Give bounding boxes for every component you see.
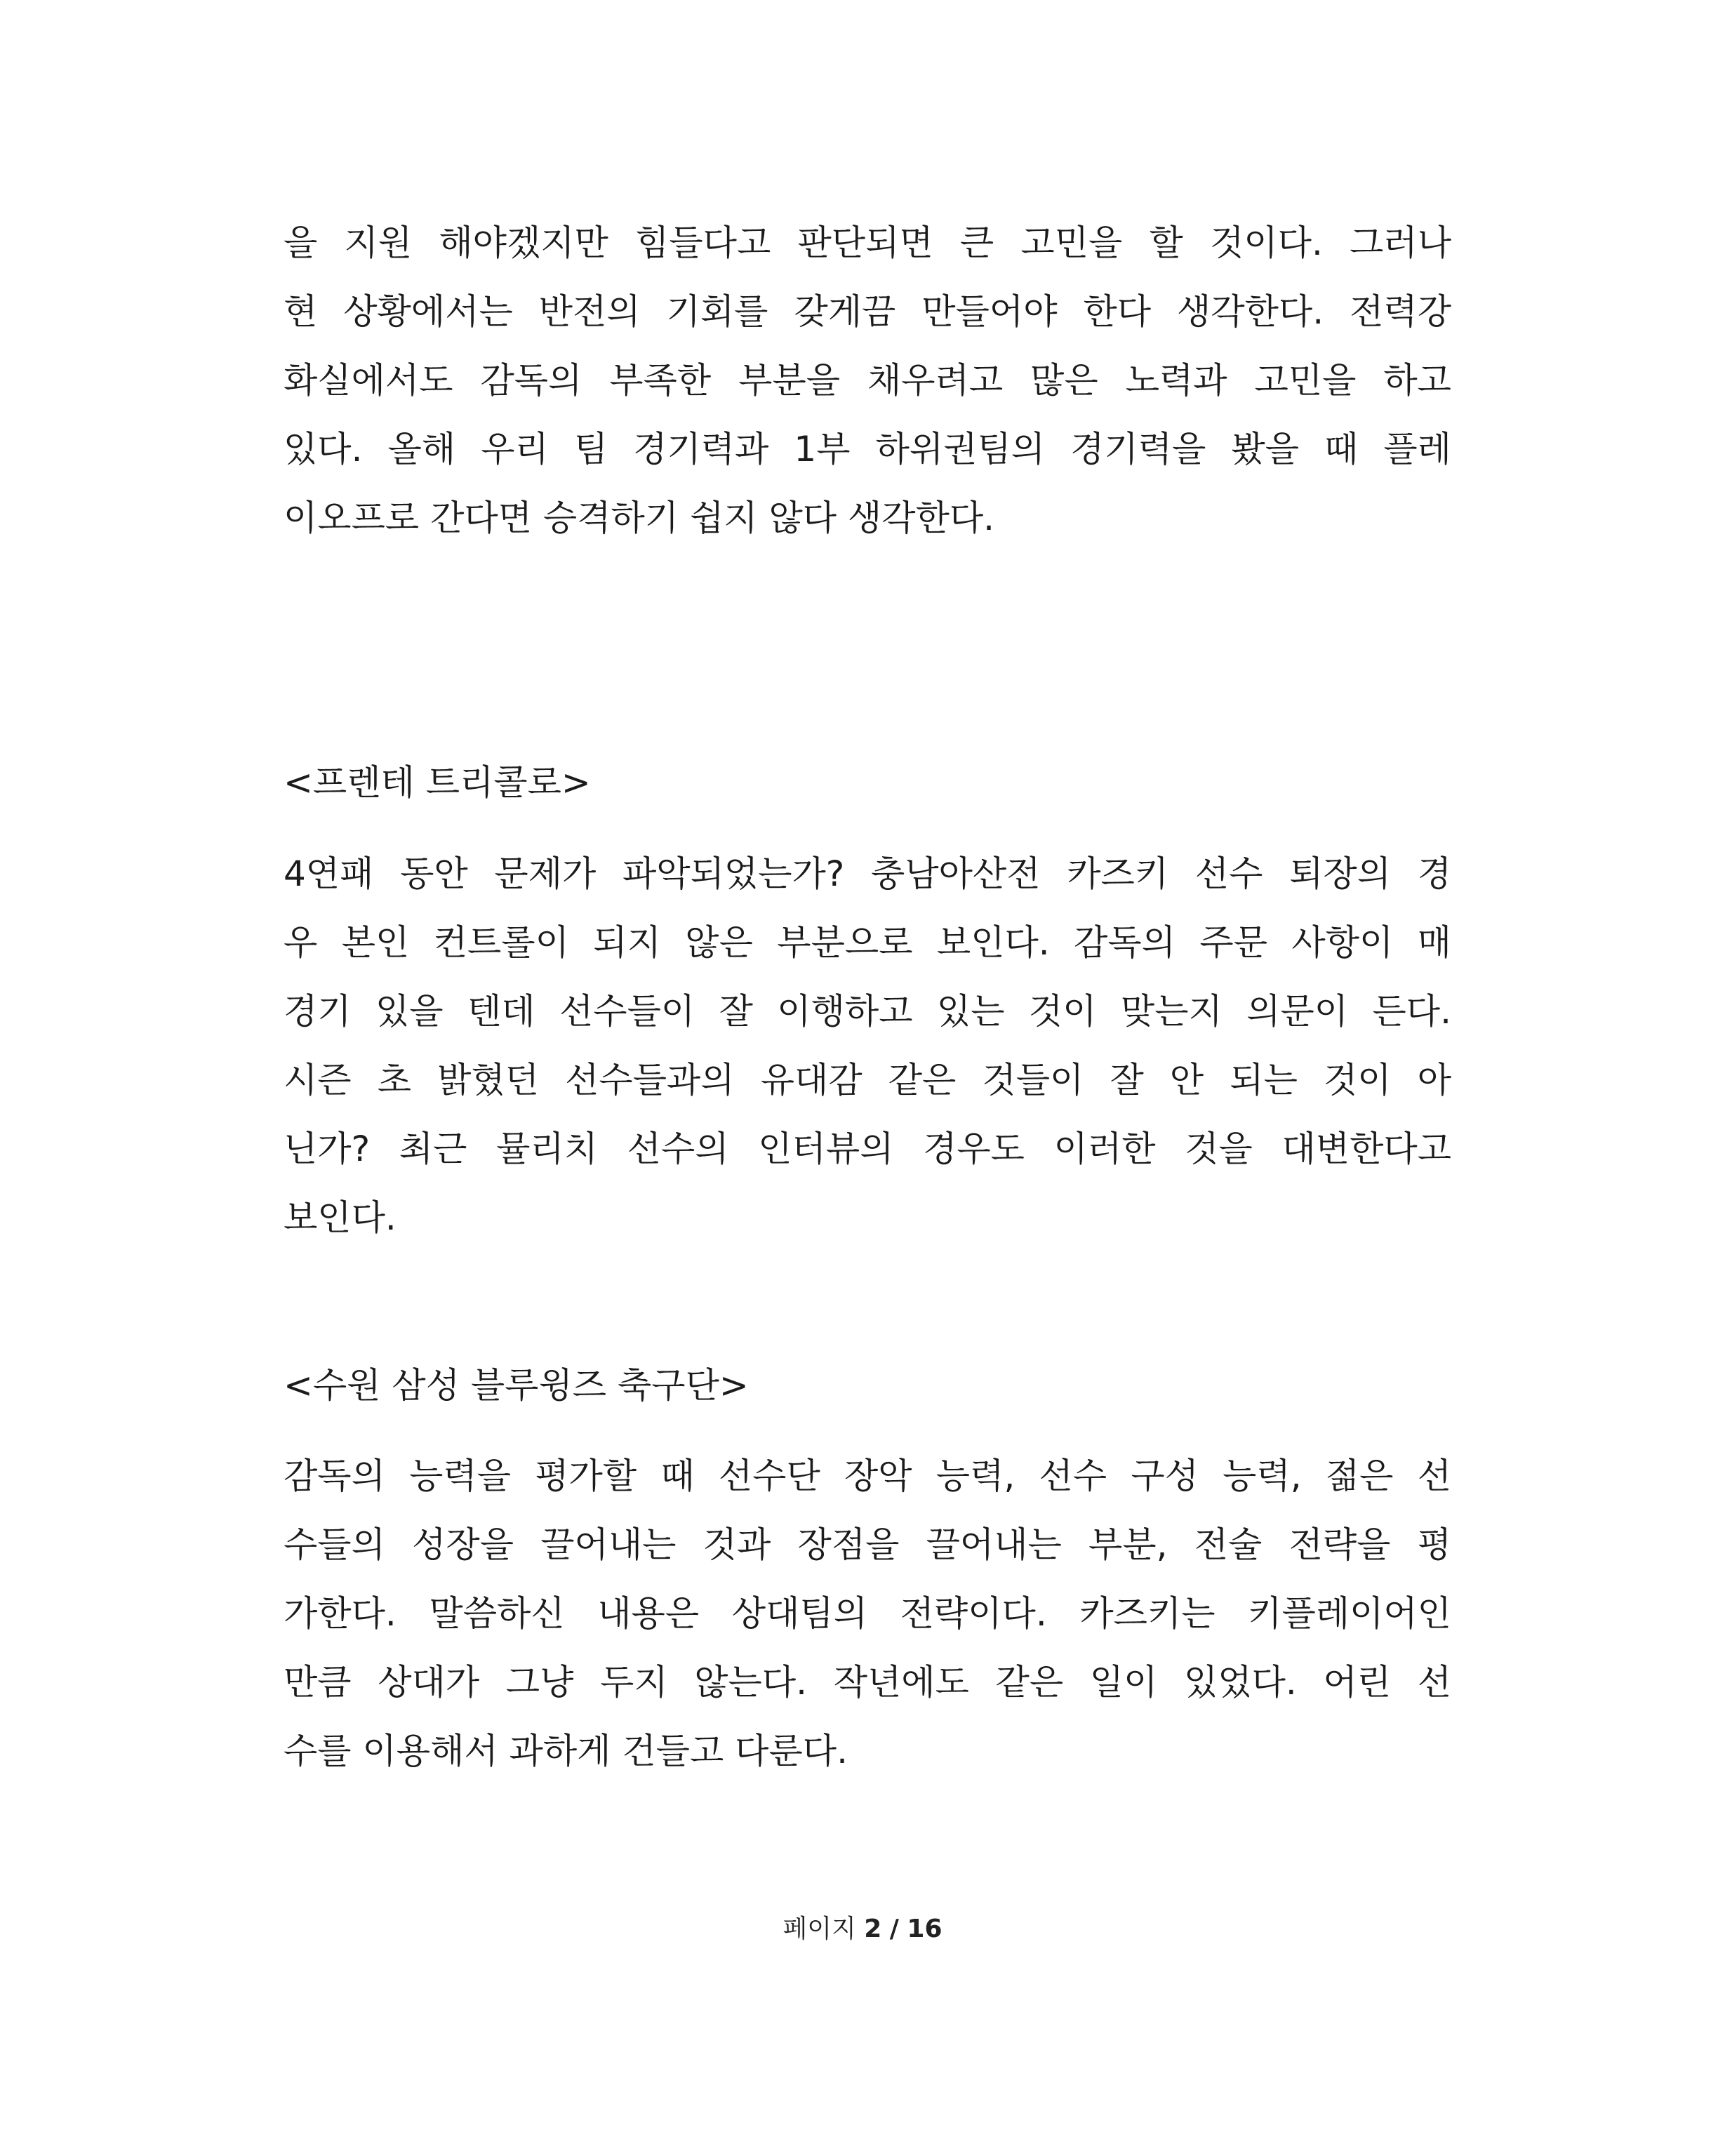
paragraph-line: 시즌 초 밝혔던 선수들과의 유대감 같은 것들이 잘 안 되는 것이 아 (284, 1060, 1451, 1100)
paragraph-line: 경기 있을 텐데 선수들이 잘 이행하고 있는 것이 맞는지 의문이 든다. (284, 991, 1451, 1032)
page-number-footer (0, 1912, 1725, 1947)
section-heading-frente-tricolor: <프렌테 트리콜로> (284, 762, 591, 803)
page-separator: / (889, 1915, 899, 1943)
paragraph-1 (284, 208, 1451, 552)
paragraph-line: 있다. 올해 우리 팀 경기력과 1부 하위권팀의 경기력을 봤을 때 플레 (284, 429, 1451, 470)
paragraph-line: 감독의 능력을 평가할 때 선수단 장악 능력, 선수 구성 능력, 젊은 선 (284, 1456, 1451, 1496)
page-label: 페이지 (782, 1915, 856, 1943)
paragraph-line: 보인다. (284, 1197, 397, 1238)
paragraph-line: 수를 이용해서 과하게 건들고 다룬다. (284, 1731, 848, 1771)
paragraph-line: 수들의 성장을 끌어내는 것과 장점을 끌어내는 부분, 전술 전략을 평 (284, 1524, 1451, 1565)
current-page-number: 2 (864, 1915, 882, 1943)
paragraph-line: 닌가? 최근 뮬리치 선수의 인터뷰의 경우도 이러한 것을 대변한다고 (284, 1129, 1451, 1169)
paragraph-line: 4연패 동안 문제가 파악되었는가? 충남아산전 카즈키 선수 퇴장의 경 (284, 853, 1451, 894)
section-heading-suwon-samsung: <수원 삼성 블루윙즈 축구단> (284, 1365, 749, 1406)
paragraph-line: 현 상황에서는 반전의 기회를 갖게끔 만들어야 한다 생각한다. 전력강 (284, 291, 1451, 332)
paragraph-2 (284, 839, 1451, 1252)
paragraph-line: 이오프로 간다면 승격하기 쉽지 않다 생각한다. (284, 498, 995, 538)
paragraph-3 (284, 1442, 1451, 1785)
paragraph-line: 만큼 상대가 그냥 두지 않는다. 작년에도 같은 일이 있었다. 어린 선 (284, 1662, 1451, 1703)
paragraph-line: 을 지원 해야겠지만 힘들다고 판단되면 큰 고민을 할 것이다. 그러나 (284, 222, 1451, 263)
paragraph-line: 우 본인 컨트롤이 되지 않은 부분으로 보인다. 감독의 주문 사항이 매 (284, 922, 1451, 963)
paragraph-line: 가한다. 말씀하신 내용은 상대팀의 전략이다. 카즈키는 키플레이어인 (284, 1593, 1451, 1634)
total-page-count: 16 (907, 1915, 943, 1943)
paragraph-line: 화실에서도 감독의 부족한 부분을 채우려고 많은 노력과 고민을 하고 (284, 360, 1451, 401)
